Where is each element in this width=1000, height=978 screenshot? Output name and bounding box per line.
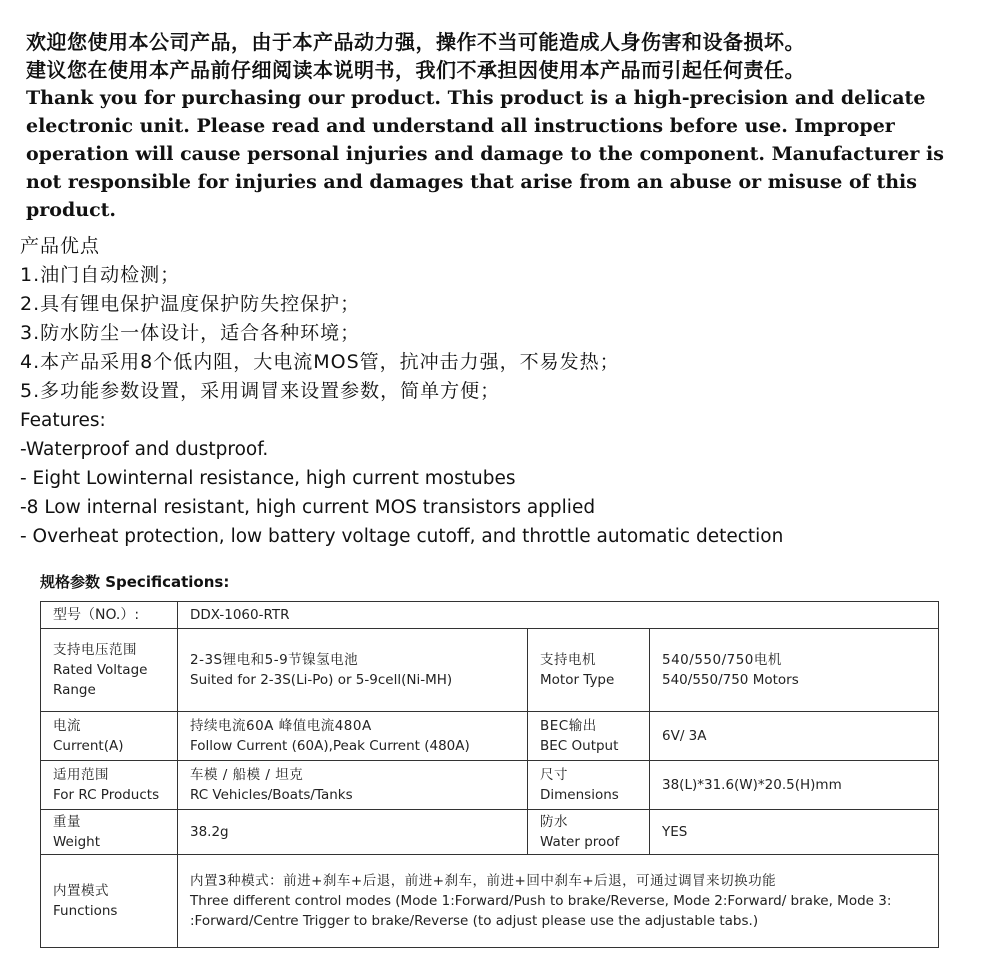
feature-item: - Eight Lowinternal resistance, high current mostubes — [20, 468, 516, 489]
voltage-label-en: Rated Voltage Range — [53, 662, 148, 698]
advantage-item: 2.具有锂电保护温度保护防失控保护； — [20, 293, 361, 315]
warning-cn-line-1: 欢迎您使用本公司产品，由于本产品动力强，操作不当可能造成人身伤害和设备损坏。 — [26, 30, 805, 54]
dimensions-label-cn: 尺寸 — [540, 767, 568, 783]
bec-label — [528, 712, 650, 761]
weight-label-en: Weight — [53, 834, 101, 850]
voltage-value-en: Suited for 2-3S(Li-Po) or 5-9cell(Ni-MH) — [190, 672, 453, 688]
table-row — [41, 761, 939, 810]
voltage-value — [178, 629, 528, 712]
scope-value-en: RC Vehicles/Boats/Tanks — [190, 787, 353, 803]
waterproof-label-cn: 防水 — [540, 814, 568, 830]
dimensions-label-en: Dimensions — [540, 787, 619, 803]
table-row — [41, 810, 939, 855]
scope-label-en: For RC Products — [53, 787, 160, 803]
advantages-heading: 产品优点 — [20, 235, 101, 257]
dimensions-value: 38(L)*31.6(W)*20.5(H)mm — [650, 761, 939, 810]
features-section — [20, 406, 980, 551]
voltage-label-cn: 支持电压范围 — [53, 642, 137, 658]
waterproof-value: YES — [650, 810, 939, 855]
feature-item: -Waterproof and dustproof. — [20, 439, 269, 460]
functions-value — [178, 855, 939, 948]
motor-label-en: Motor Type — [540, 672, 615, 688]
waterproof-label — [528, 810, 650, 855]
scope-value — [178, 761, 528, 810]
table-row — [41, 855, 939, 948]
table-row — [41, 602, 939, 629]
warning-en-paragraph: Thank you for purchasing our product. This product is a high-precision and delicate electronic unit. Please read and understand all instructions before use. Improper operation will cause personal injuries and damage to the component. Manufacturer is not responsible for injuries and damages that arise from an abuse or misuse of this product. — [26, 87, 944, 221]
voltage-label — [41, 629, 178, 712]
bec-label-en: BEC Output — [540, 738, 619, 754]
weight-value: 38.2g — [178, 810, 528, 855]
feature-item: -8 Low internal resistant, high current MOS transistors applied — [20, 497, 596, 518]
bec-value: 6V/ 3A — [650, 712, 939, 761]
model-value: DDX-1060-RTR — [178, 602, 939, 629]
advantage-item: 5.多功能参数设置，采用调冒来设置参数，简单方便； — [20, 380, 501, 402]
current-value-en: Follow Current (60A),Peak Current (480A) — [190, 738, 470, 754]
current-label — [41, 712, 178, 761]
features-heading: Features: — [20, 410, 106, 431]
current-label-cn: 电流 — [53, 718, 81, 734]
current-value-cn: 持续电流60A 峰值电流480A — [190, 718, 372, 734]
feature-item: - Overheat protection, low battery voltage cutoff, and throttle automatic detection — [20, 526, 784, 547]
advantage-item: 4.本产品采用8个低内阻，大电流MOS管，抗冲击力强，不易发热； — [20, 351, 620, 373]
waterproof-label-en: Water proof — [540, 834, 620, 850]
current-label-en: Current(A) — [53, 738, 124, 754]
specifications-title: 规格参数 Specifications: — [40, 573, 230, 591]
dimensions-label — [528, 761, 650, 810]
motor-value — [650, 629, 939, 712]
current-value — [178, 712, 528, 761]
bec-label-cn: BEC输出 — [540, 718, 597, 734]
specifications-table — [40, 601, 939, 948]
advantage-item: 1.油门自动检测； — [20, 264, 181, 286]
weight-label-cn: 重量 — [53, 814, 81, 830]
motor-value-cn: 540/550/750电机 — [662, 652, 782, 668]
motor-label — [528, 629, 650, 712]
motor-value-en: 540/550/750 Motors — [662, 672, 799, 688]
functions-label-en: Functions — [53, 903, 118, 919]
scope-label-cn: 适用范围 — [53, 767, 109, 783]
warning-cn-line-2: 建议您在使用本产品前仔细阅读本说明书，我们不承担因使用本产品而引起任何责任。 — [26, 58, 805, 82]
motor-label-cn: 支持电机 — [540, 652, 596, 668]
advantages-section — [20, 232, 980, 406]
voltage-value-cn: 2-3S锂电和5-9节镍氢电池 — [190, 652, 359, 668]
table-row — [41, 712, 939, 761]
functions-value-en: Three different control modes (Mode 1:Forward/Push to brake/Reverse, Mode 2:Forward/ brake, Mode 3: :Forward/Centre Trigger to brake/Reverse (to adjust please use the adjustable tabs.) — [190, 893, 892, 929]
scope-label — [41, 761, 178, 810]
scope-value-cn: 车模 / 船模 / 坦克 — [190, 767, 304, 783]
functions-value-cn: 内置3种模式：前进+刹车+后退，前进+刹车，前进+回中刹车+后退，可通过调冒来切换功能 — [190, 873, 777, 889]
functions-label — [41, 855, 178, 948]
advantage-item: 3.防水防尘一体设计，适合各种环境； — [20, 322, 361, 344]
functions-label-cn: 内置模式 — [53, 883, 109, 899]
model-label: 型号（NO.）: — [41, 602, 178, 629]
weight-label — [41, 810, 178, 855]
table-row — [41, 629, 939, 712]
warning-section — [26, 28, 976, 224]
